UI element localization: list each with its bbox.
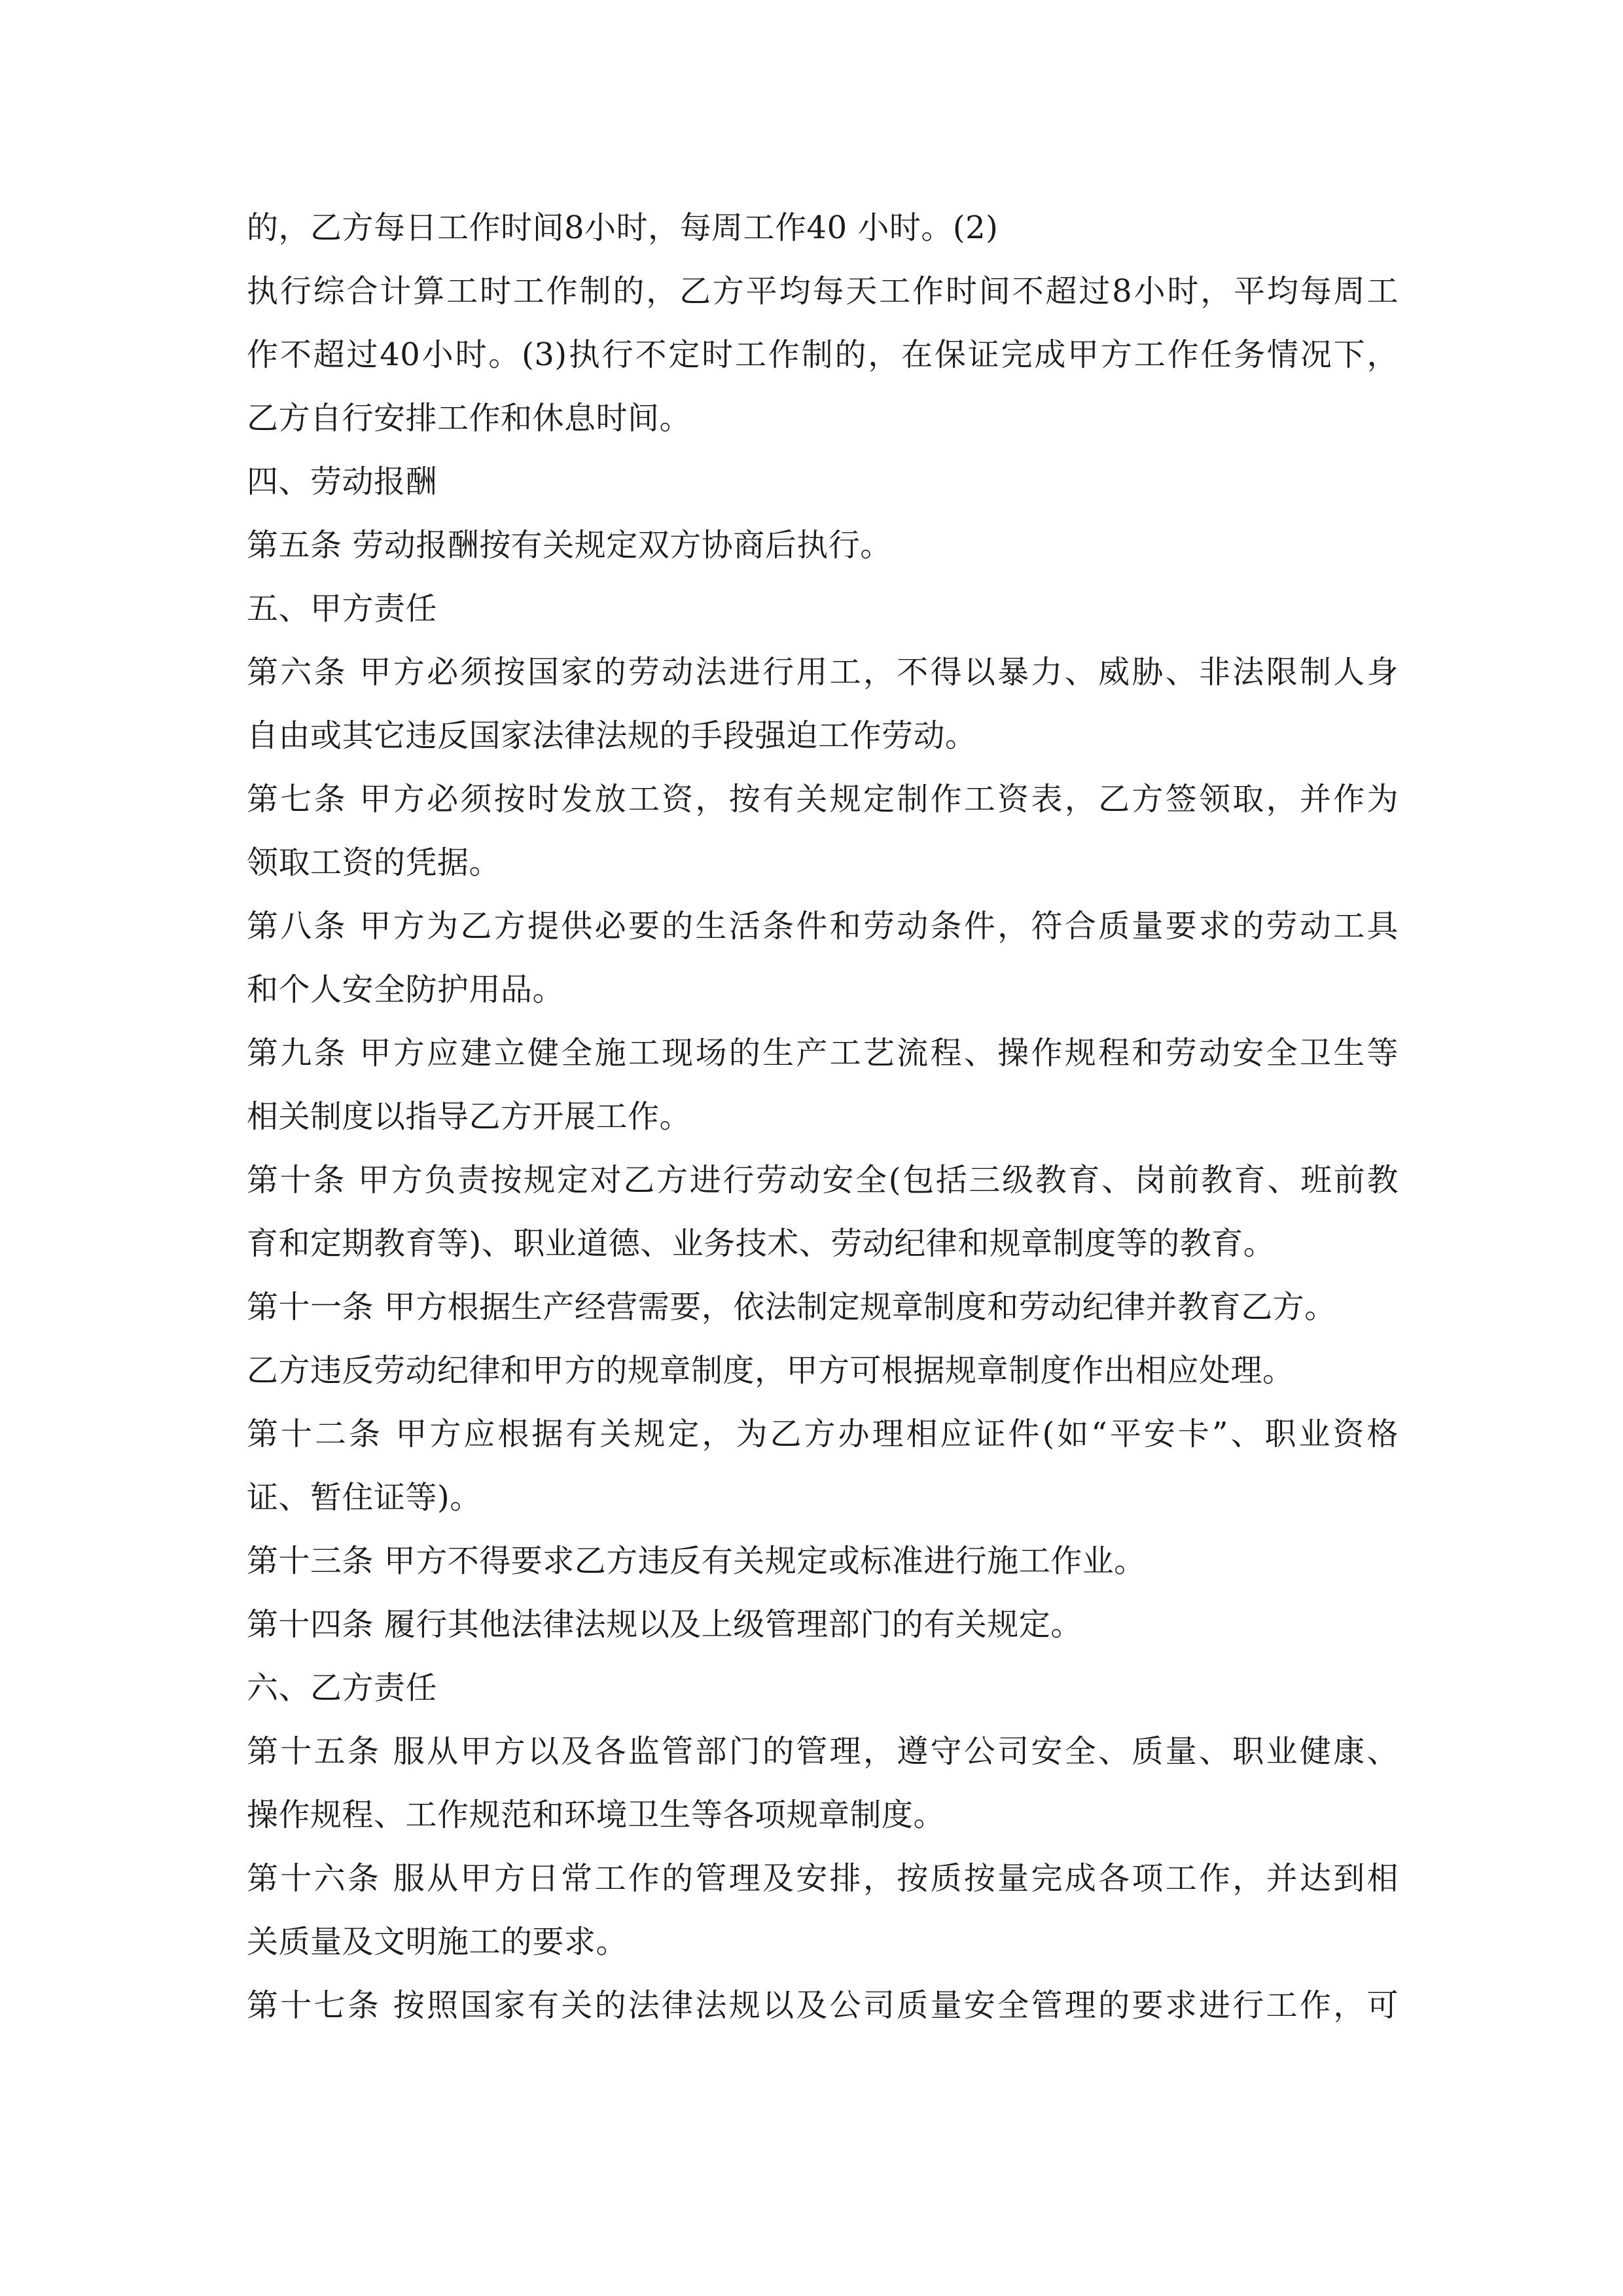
text-line: 作不超过40小时。(3)执行不定时工作制的，在保证完成甲方工作任务情况下， (247, 336, 1399, 373)
text-line: 相关制度以指导乙方开展工作。 (247, 1098, 692, 1135)
article-line: 第九条 甲方应建立健全施工现场的生产工艺流程、操作规程和劳动安全卫生等 (247, 1035, 1399, 1071)
text-line: 领取工资的凭据。 (247, 844, 501, 881)
article-line: 第十七条 按照国家有关的法律法规以及公司质量安全管理的要求进行工作，可 (247, 1987, 1399, 2024)
article-line: 第七条 甲方必须按时发放工资，按有关规定制作工资表，乙方签领取，并作为 (247, 781, 1399, 817)
text-line: 育和定期教育等)、职业道德、业务技术、劳动纪律和规章制度等的教育。 (247, 1225, 1275, 1262)
article-line: 第六条 甲方必须按国家的劳动法进行用工，不得以暴力、威胁、非法限制人身 (247, 654, 1399, 691)
article-line: 第十五条 服从甲方以及各监管部门的管理，遵守公司安全、质量、职业健康、 (247, 1733, 1399, 1770)
text-line: 的，乙方每日工作时间8小时，每周工作40 小时。(2) (247, 209, 999, 246)
text-line: 乙方违反劳动纪律和甲方的规章制度，甲方可根据规章制度作出相应处理。 (247, 1352, 1294, 1389)
article-line: 第十三条 甲方不得要求乙方违反有关规定或标准进行施工作业。 (247, 1543, 1146, 1579)
text-line: 证、暂住证等)。 (247, 1479, 482, 1516)
section-heading: 四、劳动报酬 (247, 463, 438, 500)
article-line: 第十二条 甲方应根据有关规定，为乙方办理相应证件(如“平安卡”、职业资格 (247, 1416, 1399, 1452)
text-line: 和个人安全防护用品。 (247, 971, 565, 1008)
text-line: 操作规程、工作规范和环境卫生等各项规章制度。 (247, 1797, 946, 1833)
text-line: 自由或其它违反国家法律法规的手段强迫工作劳动。 (247, 717, 977, 754)
text-line: 乙方自行安排工作和休息时间。 (247, 400, 692, 437)
article-line: 第十四条 履行其他法律法规以及上级管理部门的有关规定。 (247, 1606, 1082, 1643)
text-line: 关质量及文明施工的要求。 (247, 1924, 628, 1960)
section-heading: 六、乙方责任 (247, 1670, 438, 1706)
text-line: 执行综合计算工时工作制的，乙方平均每天工作时间不超过8小时，平均每周工 (247, 273, 1399, 310)
article-line: 第八条 甲方为乙方提供必要的生活条件和劳动条件，符合质量要求的劳动工具 (247, 908, 1399, 944)
article-line: 第十六条 服从甲方日常工作的管理及安排，按质按量完成各项工作，并达到相 (247, 1860, 1399, 1897)
article-line: 第十条 甲方负责按规定对乙方进行劳动安全(包括三级教育、岗前教育、班前教 (247, 1162, 1399, 1198)
article-line: 第五条 劳动报酬按有关规定双方协商后执行。 (247, 527, 892, 564)
document-body (247, 196, 1399, 2037)
section-heading: 五、甲方责任 (247, 590, 438, 627)
article-line: 第十一条 甲方根据生产经营需要，依法制定规章制度和劳动纪律并教育乙方。 (247, 1289, 1336, 1325)
